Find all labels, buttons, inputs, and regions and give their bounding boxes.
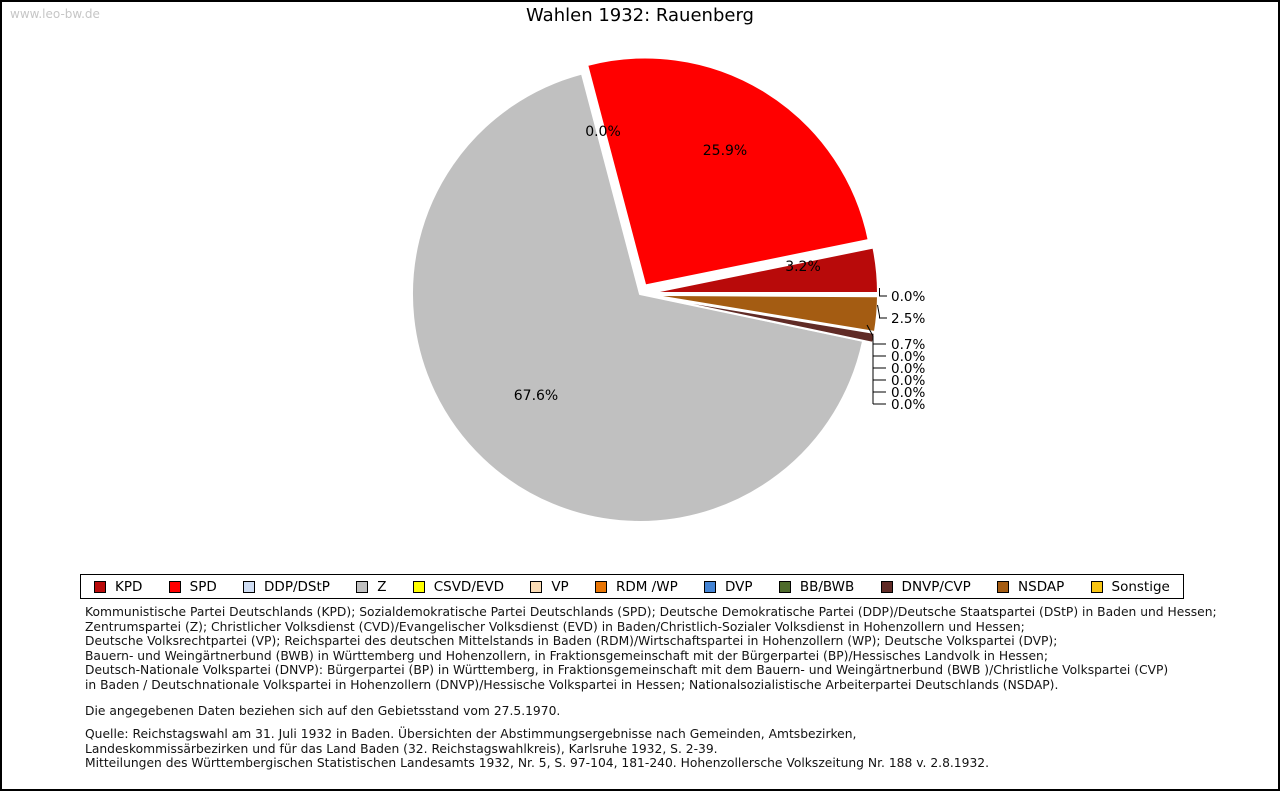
legend-swatch-bb-bwb (779, 581, 791, 593)
legend-item-ddp-dstp (243, 579, 330, 595)
legend-item-rdm-wp (595, 579, 678, 595)
legend-item-vp (530, 579, 568, 595)
party-key-line: Deutsch-Nationale Volkspartei (DNVP): Bürgerpartei (BP) in Württemberg, in Fraktionsgemeinschaft mit dem Bauern- und Weingärtnerbund (BWB )/Christliche Volkspartei (CVP) (85, 663, 1169, 677)
legend-swatch-z (356, 581, 368, 593)
label-bb-bwb: 0.0% (891, 349, 926, 365)
legend-item-sonstige (1091, 579, 1170, 595)
legend-item-z (356, 579, 386, 595)
label-kpd: 3.2% (785, 259, 821, 275)
legend-item-spd (169, 579, 217, 595)
label-dnvp-cvp: 0.7% (891, 337, 926, 353)
party-key (85, 605, 1217, 692)
legend-swatch-dnvp-cvp (881, 581, 893, 593)
legend-swatch-ddp-dstp (243, 581, 255, 593)
legend-label: Sonstige (1111, 578, 1170, 595)
legend-item-bb-bwb (779, 579, 854, 595)
legend-swatch-csvd-evd (413, 581, 425, 593)
party-key-line: Bauern- und Weingärtnerbund (BWB) in Württemberg und Hohenzollern, in Fraktionsgemeinschaft mit der Bürgerpartei (BP)/Hessisches Landvolk in Hessen; (85, 648, 1048, 663)
label-spd: 25.9% (702, 143, 748, 159)
legend-swatch-sonstige (1091, 581, 1103, 593)
legend-swatch-dvp (704, 581, 716, 593)
legend-item-nsdap (997, 579, 1064, 595)
legend-item-csvd-evd (413, 579, 504, 595)
legend-label: DDP/DStP (264, 578, 330, 595)
legend-swatch-vp (530, 581, 542, 593)
legend-swatch-spd (169, 581, 181, 593)
label-rdm-wp: 0.0% (891, 373, 926, 389)
legend-swatch-nsdap (997, 581, 1009, 593)
page-title: Wahlen 1932: Rauenberg (526, 5, 754, 26)
legend-label: Z (377, 578, 387, 595)
legend-label: CSVD/EVD (433, 578, 505, 595)
label-dvp: 0.0% (891, 361, 926, 377)
legend-label: KPD (115, 578, 143, 595)
party-key-line: in Baden / Deutschnationale Volkspartei in Hohenzollern (DNVP)/Hessische Volkspartei in Hessen; Nationalsozialistische Arbeiterpartei Deutschlands (NSDAP). (85, 677, 1059, 692)
source-line: Landeskommissärbezirken und für das Land Baden (32. Reichstagswahlkreis), Karlsruhe 1932, S. 2-39. (85, 741, 718, 756)
label-ddp-dstp: 0.0% (585, 124, 621, 140)
legend-label: DNVP/CVP (901, 578, 971, 595)
party-key-line: Zentrumspartei (Z); Christlicher Volksdienst (CVD)/Evangelischer Volksdienst (EVD) in Baden/Christlich-Sozialer Volksdienst in Hohenzollern und Hessen; (85, 619, 1025, 634)
label-vp: 0.0% (891, 385, 926, 401)
source-line: Mitteilungen des Württembergischen Statistischen Landesamts 1932, Nr. 5, S. 97-104, 181-240. Hohenzollersche Volkszeitung Nr. 188 v. 2.8.1932. (85, 756, 990, 770)
territorial-note: Die angegebenen Daten beziehen sich auf den Gebietsstand vom 27.5.1970. (85, 704, 561, 718)
label-csvd-evd: 0.0% (891, 397, 926, 413)
source-note (85, 727, 989, 771)
label-sonstige: 0.0% (891, 289, 926, 305)
legend (80, 574, 1184, 599)
legend-label: VP (551, 578, 569, 595)
legend-label: SPD (189, 578, 217, 595)
legend-swatch-kpd (94, 581, 106, 593)
watermark: www.leo-bw.de (10, 7, 100, 21)
legend-label: BB/BWB (799, 578, 855, 595)
legend-label: RDM /WP (615, 578, 678, 595)
party-key-line: Deutsche Volksrechtpartei (VP); Reichspartei des deutschen Mittelstands in Baden (RDM)/Wirtschaftspartei in Hohenzollern (WP); Deutsche Volkspartei (DVP); (85, 634, 1058, 648)
legend-label: DVP (725, 578, 753, 595)
legend-item-dnvp-cvp (881, 579, 971, 595)
legend-item-dvp (704, 579, 753, 595)
party-key-line: Kommunistische Partei Deutschlands (KPD); Sozialdemokratische Partei Deutschlands (SPD); Deutsche Demokratische Partei (DDP)/Deutsche Staatspartei (DStP) in Baden und Hessen; (85, 605, 1217, 619)
legend-item-kpd (94, 579, 142, 595)
source-line: Quelle: Reichstagswahl am 31. Juli 1932 in Baden. Übersichten der Abstimmungsergebnisse nach Gemeinden, Amtsbezirken, (85, 727, 857, 741)
pie-chart (2, 2, 1280, 567)
legend-label: NSDAP (1018, 578, 1065, 595)
legend-swatch-rdm-wp (595, 581, 607, 593)
label-z: 67.6% (513, 388, 559, 404)
label-nsdap: 2.5% (891, 311, 926, 327)
